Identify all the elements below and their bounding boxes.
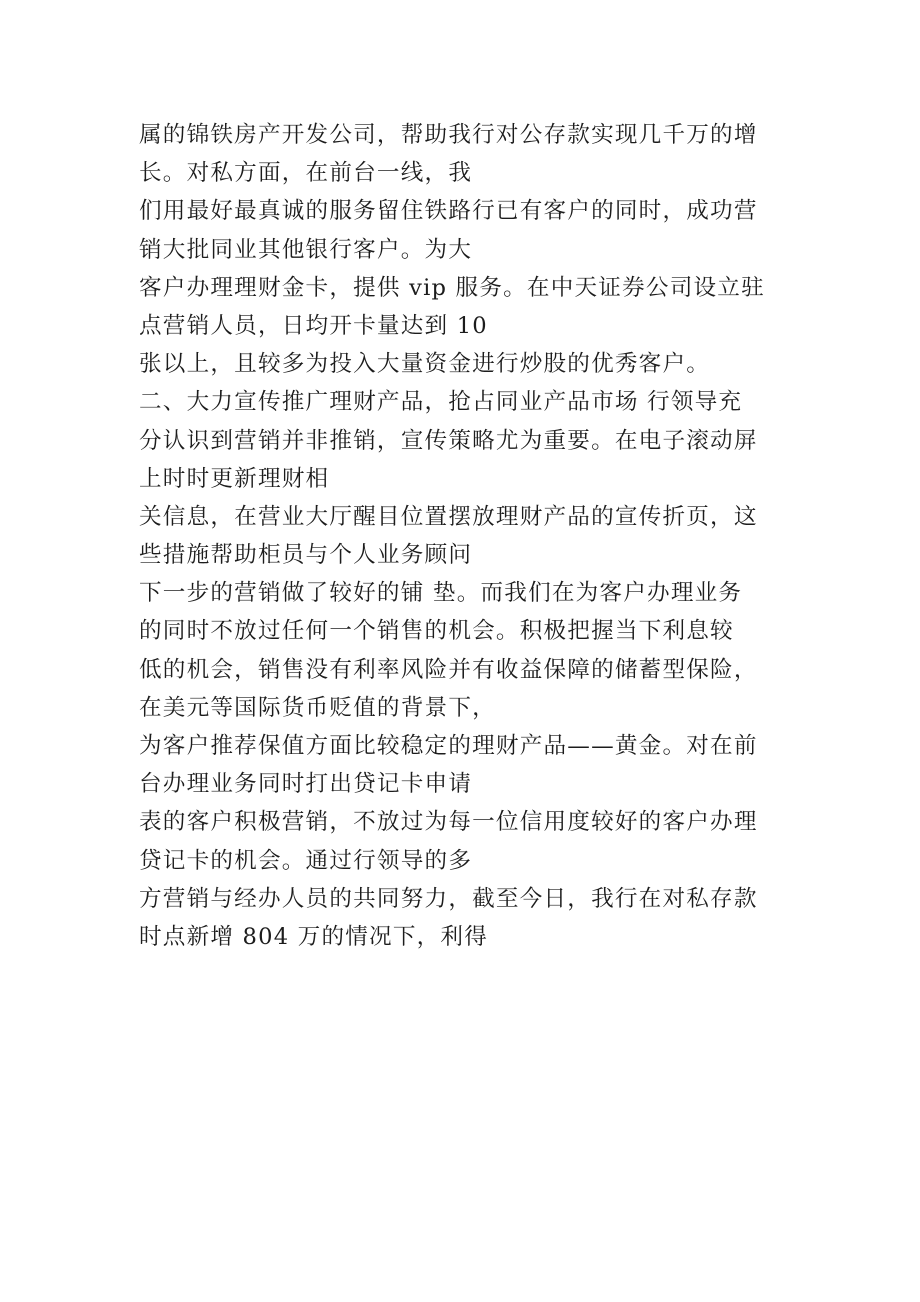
document-body (139, 116, 799, 956)
text-line: 表的客户积极营销，不放过为每一位信用度较好的客户办理 (139, 809, 758, 836)
text-line: 台办理业务同时打出贷记卡申请 (139, 771, 473, 798)
text-line: 方营销与经办人员的共同努力，截至今日，我行在对私存款 (139, 885, 758, 912)
text-line: 些措施帮助柜员与个人业务顾问 (139, 542, 473, 569)
text-line: 关信息，在营业大厅醒目位置摆放理财产品的宣传折页，这 (139, 503, 758, 530)
text-line: 张以上，且较多为投入大量资金进行炒股的优秀客户。 (139, 351, 711, 378)
text-line: 客户办理理财金卡，提供 vip 服务。在中天证券公司设立驻 (139, 274, 765, 301)
text-line: 为客户推荐保值方面比较稳定的理财产品——黄金。对在前 (139, 733, 758, 759)
text-line: 销大批同业其他银行客户。为大 (139, 236, 473, 263)
text-line: 分认识到营销并非推销，宣传策略尤为重要。在电子滚动屏 (139, 427, 758, 454)
text-line: 在美元等国际货币贬值的背景下， (139, 694, 496, 721)
text-line: 贷记卡的机会。通过行领导的多 (139, 847, 473, 874)
text-line: 时点新增 804 万的情况下，利得 (139, 923, 489, 950)
text-line: 下一步的营销做了较好的铺 垫。而我们在为客户办理业务 (139, 580, 743, 607)
text-line: 低的机会，销售没有利率风险并有收益保障的储蓄型保险， (139, 656, 758, 683)
text-line: 们用最好最真诚的服务留住铁路行已有客户的同时，成功营 (139, 198, 758, 225)
text-line: 的同时不放过任何一个销售的机会。积极把握当下利息较 (139, 618, 734, 645)
text-line: 点营销人员，日均开卡量达到 10 (139, 312, 488, 339)
text-line: 上时时更新理财相 (139, 465, 330, 492)
text-line: 属的锦铁房产开发公司，帮助我行对公存款实现几千万的增 (139, 122, 758, 148)
text-line: 长。对私方面，在前台一线，我 (139, 160, 473, 187)
text-line: 二、大力宣传推广理财产品，抢占同业产品市场 行领导充 (139, 389, 743, 416)
